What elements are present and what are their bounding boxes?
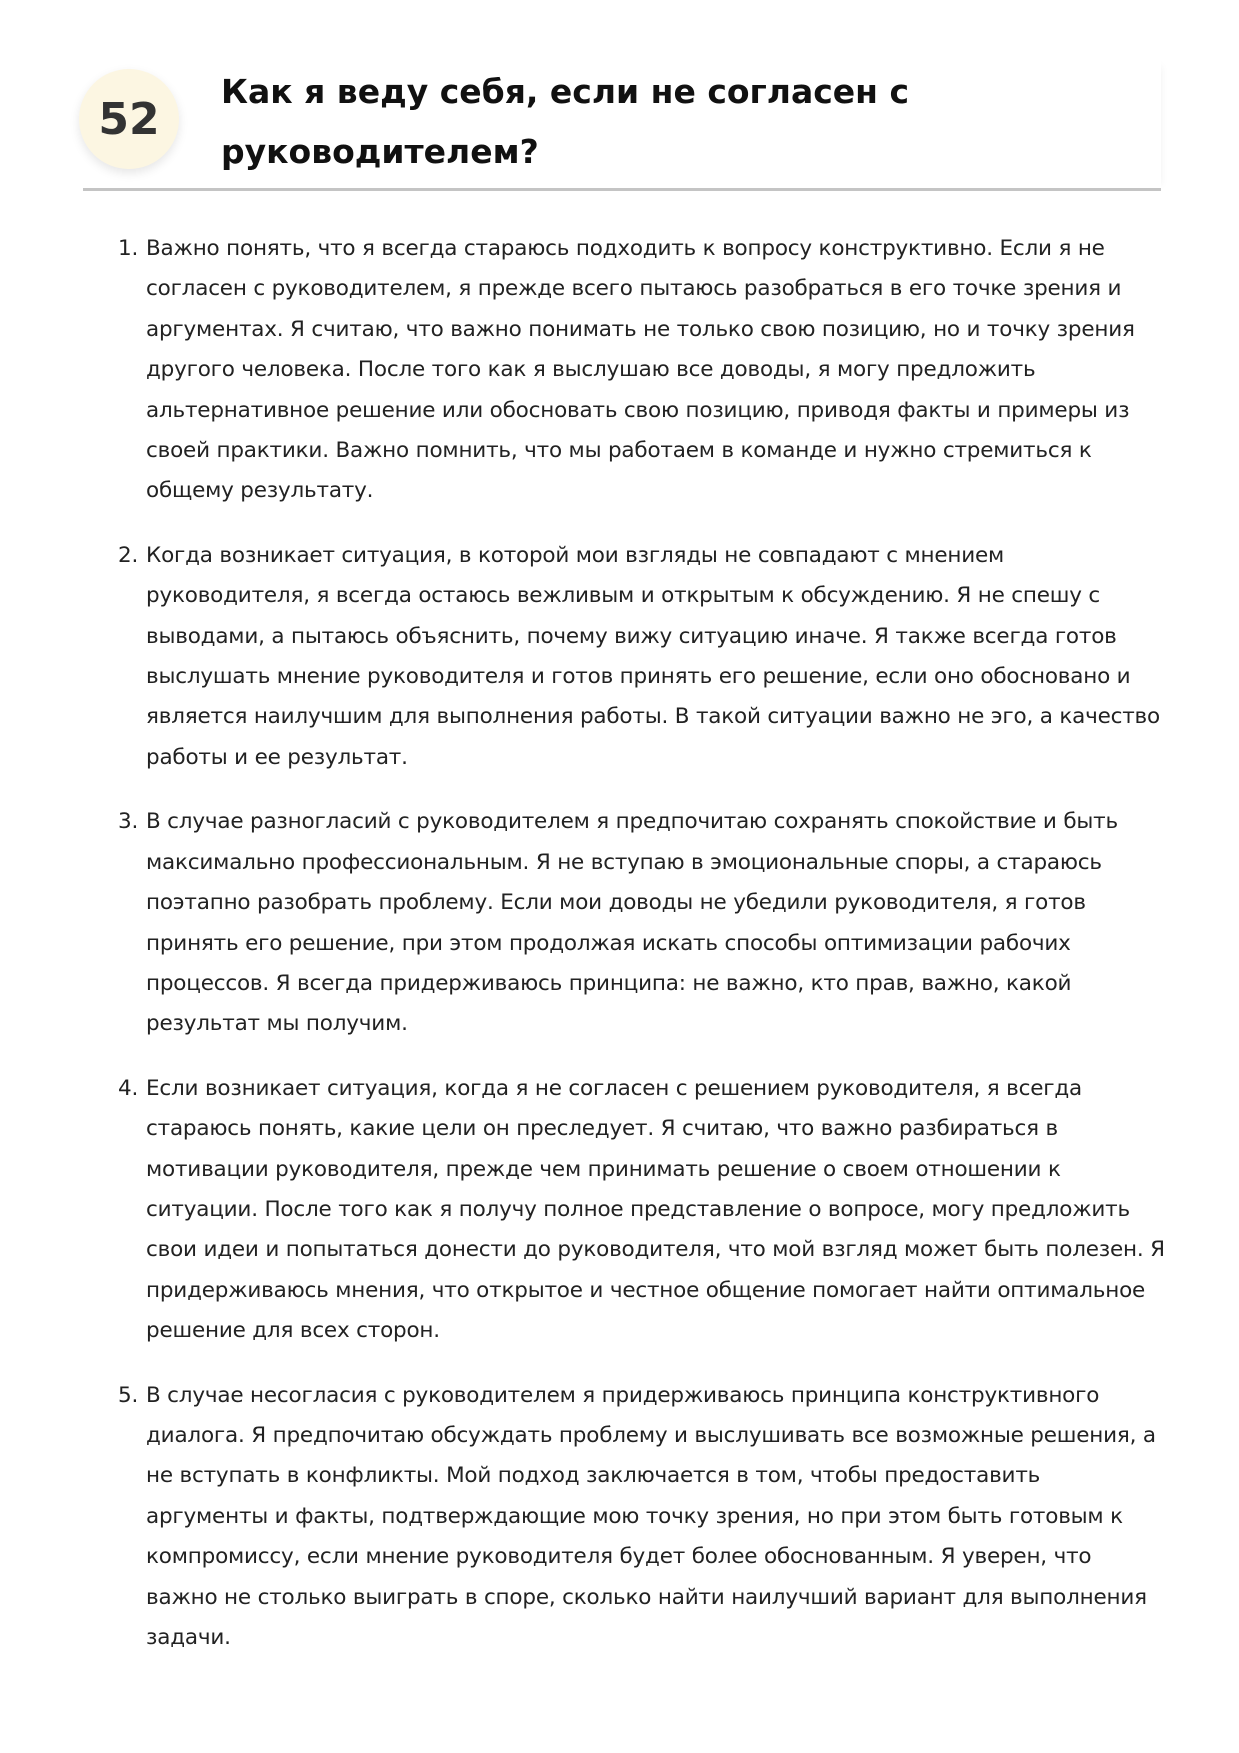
item-text: В случае разногласий с руководителем я предпочитаю сохранять спокойствие и быть максимально профессиональным. Я не вступаю в эмоциональные споры, а стараюсь поэтапно разобрать проблему. Если мои доводы не убедили руководителя, я готов принять его решение, при этом продолжая искать способы оптимизации рабочих процессов. Я всегда придерживаюсь принципа: не важно, кто прав, важно, какой результат мы получим. bbox=[146, 809, 1118, 1037]
list-item bbox=[118, 1069, 1166, 1352]
item-text: Важно понять, что я всегда стараюсь подходить к вопросу конструктивно. Если я не согласен с руководителем, я прежде всего пытаюсь разобраться в его точке зрения и аргументах. Я считаю, что важно понимать не только свою позицию, но и точку зрения другого человека. После того как я выслушаю все доводы, я могу предложить альтернативное решение или обосновать свою позицию, приводя факты и примеры из своей практики. Важно помнить, что мы работаем в команде и нужно стремиться к общему результату. bbox=[146, 236, 1135, 504]
list-item bbox=[118, 1376, 1166, 1659]
item-text: Если возникает ситуация, когда я не согласен с решением руководителя, я всегда стараюсь понять, какие цели он преследует. Я считаю, что важно разбираться в мотивации руководителя, прежде чем принимать решение о своем отношении к ситуации. После того как я получу полное представление о вопросе, могу предложить свои идеи и попытаться донести до руководителя, что мой взгляд может быть полезен. Я придерживаюсь мнения, что открытое и честное общение помогает найти оптимальное решение для всех сторон. bbox=[146, 1075, 1165, 1344]
list-item bbox=[118, 536, 1166, 778]
list-item bbox=[118, 802, 1166, 1044]
item-number: 2. bbox=[118, 542, 139, 568]
item-number: 3. bbox=[118, 809, 139, 835]
answer-list bbox=[118, 229, 1166, 1682]
item-text: В случае несогласия с руководителем я придерживаюсь принципа конструктивного диалога. Я предпочитаю обсуждать проблему и выслушивать все возможные решения, а не вступать в конфликты. Мой подход заключается в том, чтобы предоставить аргументы и факты, подтверждающие мою точку зрения, но при этом быть готовым к компромиссу, если мнение руководителя будет более обоснованным. Я уверен, что важно не столько выиграть в споре, сколько найти наилучший вариант для выполнения задачи. bbox=[146, 1382, 1156, 1650]
item-number: 1. bbox=[118, 236, 139, 261]
question-number-badge: 52 bbox=[79, 69, 179, 169]
item-number: 4. bbox=[118, 1075, 139, 1101]
question-title: Как я веду себя, если не согласен с руководителем? bbox=[221, 72, 910, 171]
item-text: Когда возникает ситуация, в которой мои взгляды не совпадают с мнением руководителя, я всегда остаюсь вежливым и открытым к обсуждению. Я не спешу с выводами, а пытаюсь объяснить, почему вижу ситуацию иначе. Я также всегда готов выслушать мнение руководителя и готов принять его решение, если оно обосновано и является наилучшим для выполнения работы. В такой ситуации важно не эго, а качество работы и ее результат. bbox=[146, 542, 1160, 770]
item-number: 5. bbox=[118, 1382, 139, 1408]
list-item bbox=[118, 229, 1166, 512]
